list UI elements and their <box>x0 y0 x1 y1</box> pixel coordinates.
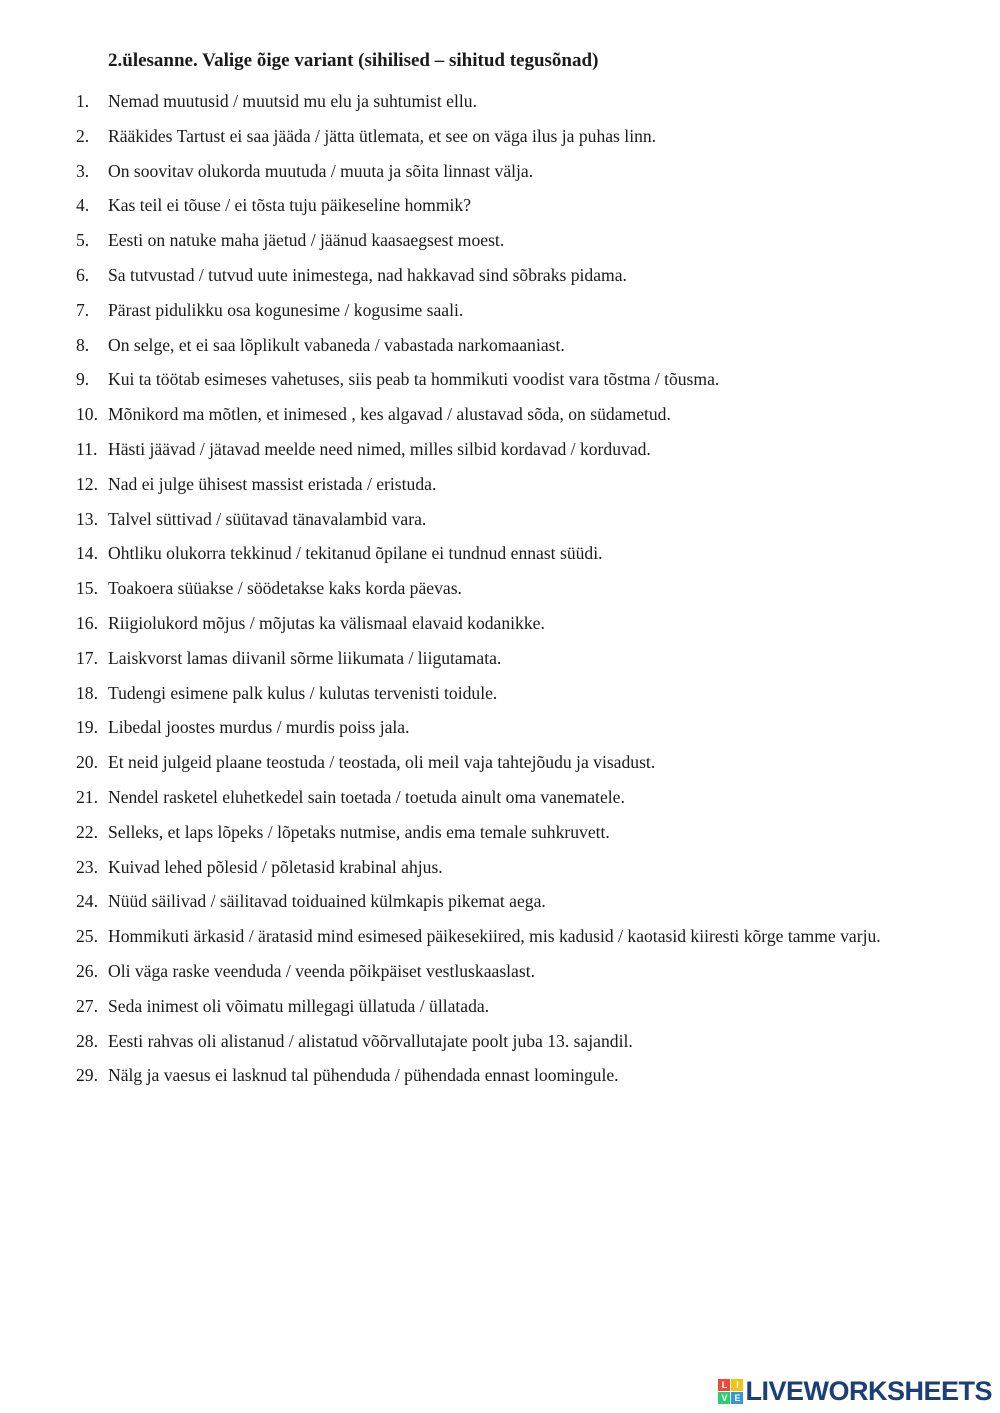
exercise-sentence: Mõnikord ma mõtlen, et inimesed , kes algavad / alustavad sõda, on südametud. <box>108 404 671 425</box>
exercise-sentence: Libedal joostes murdus / murdis poiss jala. <box>108 717 410 738</box>
exercise-item <box>76 154 956 189</box>
exercise-number: 6. <box>76 264 90 285</box>
exercise-sentence: Sa tutvustad / tutvud uute inimestega, nad hakkavad sind sõbraks pidama. <box>108 264 627 285</box>
exercise-sentence: Oli väga raske veenduda / veenda põikpäiset vestluskaaslast. <box>108 960 536 981</box>
exercise-number: 8. <box>76 334 90 355</box>
exercise-number: 23. <box>76 856 98 877</box>
exercise-number: 12. <box>76 473 98 494</box>
exercise-item <box>76 954 956 989</box>
exercise-item <box>76 432 956 467</box>
exercise-item <box>76 362 956 397</box>
exercise-item <box>76 84 956 119</box>
exercise-item <box>76 919 956 954</box>
exercise-number: 5. <box>76 230 90 251</box>
exercise-sentence: Laiskvorst lamas diivanil sõrme liikumata / liigutamata. <box>108 647 502 668</box>
exercise-sentence: Tudengi esimene palk kulus / kulutas tervenisti toidule. <box>108 682 498 703</box>
exercise-item <box>76 188 956 223</box>
exercise-sentence: Kui ta töötab esimeses vahetuses, siis peab ta hommikuti voodist vara tõstma / tõusma. <box>108 369 720 390</box>
logo-mark-letter: E <box>731 1392 743 1404</box>
exercise-number: 28. <box>76 1030 98 1051</box>
exercise-list <box>76 84 956 1093</box>
exercise-number: 17. <box>76 647 98 668</box>
exercise-number: 7. <box>76 299 90 320</box>
liveworksheets-logo-text: LIVEWORKSHEETS <box>745 1376 992 1406</box>
exercise-sentence: Nemad muutusid / muutsid mu elu ja suhtumist ellu. <box>108 91 477 111</box>
exercise-item <box>76 606 956 641</box>
exercise-sentence: Nad ei julge ühisest massist eristada / eristuda. <box>108 473 437 494</box>
exercise-sentence: Ohtliku olukorra tekkinud / tekitanud õpilane ei tundnud ennast süüdi. <box>108 543 603 564</box>
exercise-item <box>76 502 956 537</box>
exercise-item <box>76 571 956 606</box>
exercise-number: 13. <box>76 508 98 529</box>
exercise-sentence: Riigiolukord mõjus / mõjutas ka välismaal elavaid kodanikke. <box>108 612 545 633</box>
exercise-number: 9. <box>76 369 90 390</box>
exercise-number: 18. <box>76 682 98 703</box>
exercise-number: 4. <box>76 195 90 216</box>
exercise-sentence: Selleks, et laps lõpeks / lõpetaks nutmise, andis ema temale suhkruvett. <box>108 821 610 842</box>
exercise-number: 15. <box>76 578 98 599</box>
exercise-item <box>76 223 956 258</box>
exercise-sentence: Nendel rasketel eluhetkedel sain toetada / toetuda ainult oma vanematele. <box>108 786 625 807</box>
liveworksheets-logo-icon <box>718 1379 743 1404</box>
logo-mark-letter: L <box>718 1379 730 1391</box>
exercise-sentence: Nälg ja vaesus ei lasknud tal pühenduda / pühendada ennast loomingule. <box>108 1065 619 1086</box>
exercise-item <box>76 884 956 919</box>
exercise-item <box>76 850 956 885</box>
exercise-number: 2. <box>76 125 90 146</box>
exercise-number: 14. <box>76 543 98 564</box>
exercise-item <box>76 1024 956 1059</box>
exercise-item <box>76 328 956 363</box>
exercise-item <box>76 710 956 745</box>
exercise-sentence: Kuivad lehed põlesid / põletasid krabinal ahjus. <box>108 856 443 877</box>
exercise-sentence: Hommikuti ärkasid / äratasid mind esimesed päikesekiired, mis kadusid / kaotasid kiiresti kõrge tamme varju. <box>108 926 881 947</box>
exercise-number: 22. <box>76 821 98 842</box>
exercise-number: 16. <box>76 612 98 633</box>
exercise-sentence: Kas teil ei tõuse / ei tõsta tuju päikeseline hommik? <box>108 195 472 216</box>
exercise-item <box>76 745 956 780</box>
exercise-sentence: Seda inimest oli võimatu millegagi üllatuda / üllatada. <box>108 995 490 1016</box>
logo-mark-letter: I <box>731 1379 743 1391</box>
exercise-item <box>76 536 956 571</box>
exercise-sentence: Et neid julgeid plaane teostuda / teostada, oli meil vaja tahtejõudu ja visadust. <box>108 752 656 773</box>
logo-mark-letter: V <box>718 1392 730 1404</box>
exercise-number: 20. <box>76 752 98 773</box>
exercise-number: 27. <box>76 995 98 1016</box>
exercise-sentence: On selge, et ei saa lõplikult vabaneda / vabastada narkomaaniast. <box>108 334 565 355</box>
exercise-number: 1. <box>76 91 90 111</box>
exercise-number: 10. <box>76 404 98 425</box>
exercise-sentence: Rääkides Tartust ei saa jääda / jätta ütlemata, et see on väga ilus ja puhas linn. <box>108 125 657 146</box>
exercise-number: 19. <box>76 717 98 738</box>
exercise-item <box>76 1058 956 1093</box>
exercise-number: 26. <box>76 960 98 981</box>
exercise-sentence: Pärast pidulikku osa kogunesime / kogusime saali. <box>108 299 464 320</box>
exercise-number: 3. <box>76 160 90 181</box>
exercise-number: 25. <box>76 926 98 947</box>
exercise-sentence: Hästi jäävad / jätavad meelde need nimed, milles silbid kordavad / korduvad. <box>108 438 651 459</box>
liveworksheets-logo <box>718 1376 992 1407</box>
worksheet-title: 2.ülesanne. Valige õige variant (sihilised – sihitud tegusõnad) <box>108 50 599 71</box>
exercise-item <box>76 467 956 502</box>
exercise-sentence: Nüüd säilivad / säilitavad toiduained külmkapis pikemat aega. <box>108 891 546 912</box>
exercise-sentence: Toakoera süüakse / söödetakse kaks korda päevas. <box>108 578 462 599</box>
exercise-number: 29. <box>76 1065 98 1086</box>
exercise-sentence: Eesti on natuke maha jäetud / jäänud kaasaegsest moest. <box>108 230 505 251</box>
exercise-number: 11. <box>76 438 98 459</box>
exercise-sentence: Talvel süttivad / süütavad tänavalambid vara. <box>108 508 427 529</box>
exercise-item <box>76 119 956 154</box>
exercise-item <box>76 293 956 328</box>
exercise-item <box>76 258 956 293</box>
exercise-item <box>76 641 956 676</box>
exercise-sentence: Eesti rahvas oli alistanud / alistatud võõrvallutajate poolt juba 13. sajandil. <box>108 1030 633 1051</box>
exercise-item <box>76 989 956 1024</box>
exercise-item <box>76 676 956 711</box>
exercise-item <box>76 397 956 432</box>
exercise-item <box>76 815 956 850</box>
exercise-item <box>76 780 956 815</box>
exercise-number: 21. <box>76 786 98 807</box>
exercise-number: 24. <box>76 891 98 912</box>
exercise-sentence: On soovitav olukorda muutuda / muuta ja sõita linnast välja. <box>108 160 534 181</box>
